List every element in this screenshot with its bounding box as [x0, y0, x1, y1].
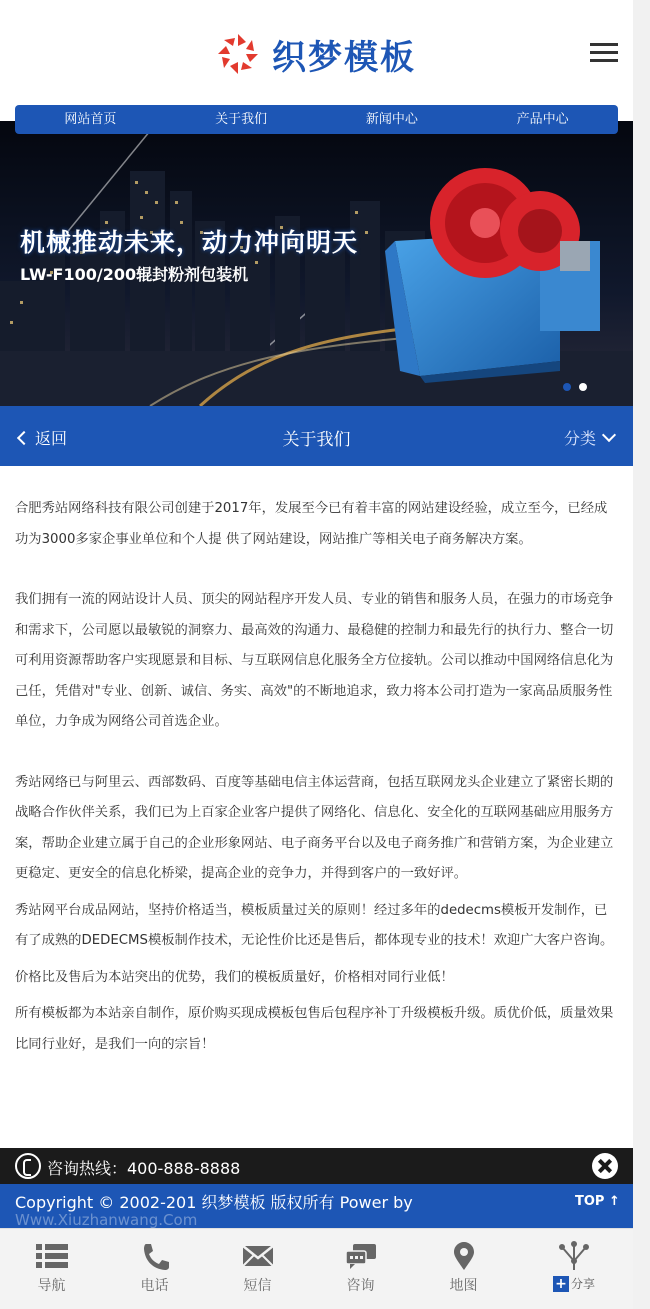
slider-dot-1[interactable] — [563, 383, 571, 391]
paragraph-3: 秀站网络已与阿里云、西部数码、百度等基础电信主体运营商，包括互联网龙头企业建立了紧密长期的战略合作伙伴关系，我们已为上百家企业客户提供了网络化、信息化、安全化的互联网基础应用服务方案，帮助企业建立属于自己的企业形象网站、电子商务平台以及电子商务推广和营销方案，为企业建立更稳定、更安全的信息化桥梁，提高企业的竞争力，并得到客户的一致好评。 — [15, 774, 614, 881]
map-pin-icon — [446, 1241, 482, 1271]
tab-map-label: 地图 — [449, 1278, 478, 1294]
hotline-bar[interactable] — [0, 1148, 633, 1184]
footer — [0, 1184, 633, 1228]
phone-circle-icon — [15, 1153, 41, 1179]
page-title: 关于我们 — [282, 430, 351, 450]
copyright: Copyright © 2002-201 织梦模板 版权所有 Power by — [15, 1193, 413, 1212]
banner-headline: 机械推动未来，动力冲向明天 — [20, 228, 359, 257]
pinwheel-logo-icon — [214, 30, 262, 78]
main-nav — [15, 105, 618, 134]
logo[interactable] — [214, 30, 416, 78]
close-icon[interactable] — [592, 1153, 618, 1179]
tab-phone[interactable] — [103, 1229, 206, 1309]
header — [0, 0, 633, 105]
watermark: Www.Xiuzhanwang.Com — [15, 1211, 198, 1228]
banner-slider[interactable] — [0, 121, 633, 406]
tab-consult-label: 咨询 — [346, 1278, 375, 1294]
tab-share-label: 分享 — [570, 1277, 595, 1291]
nav-item-news[interactable]: 新闻中心 — [365, 112, 418, 127]
paragraph-2: 我们拥有一流的网站设计人员、顶尖的网站程序开发人员、专业的销售和服务人员，在强力的市场竞争和需求下，公司愿以最敏锐的洞察力、最高效的沟通力、最稳健的控制力和最先行的执行力、整合一切可利用资源帮助客户实现愿景和目标、与互联网信息化服务全方位接轨。公司以推动中国网络信息化为己任，凭借对"专业、创新、诚信、务实、高效"的不断地追求，致力将本公司打造为一家高品质服务性单位，力争成为网络公司首选企业。 — [15, 592, 614, 729]
tab-sms[interactable] — [206, 1229, 309, 1309]
hotline-text: 咨询热线：400-888-8888 — [47, 1159, 241, 1178]
page-title-bar — [0, 406, 633, 466]
slider-dot-2-active[interactable] — [579, 383, 587, 391]
chat-icon — [343, 1241, 379, 1271]
phone-icon — [137, 1241, 173, 1271]
slider-dots — [563, 383, 595, 391]
back-label: 返回 — [35, 429, 68, 448]
category-label: 分类 — [564, 429, 597, 448]
list-icon — [34, 1241, 70, 1271]
logo-text: 织梦模板 — [272, 37, 416, 78]
hamburger-menu-icon[interactable] — [590, 43, 618, 65]
back-to-top-button[interactable] — [575, 1194, 620, 1209]
tab-consult[interactable] — [309, 1229, 412, 1309]
share-icon — [556, 1241, 592, 1271]
chevron-down-icon — [602, 427, 616, 441]
tab-phone-label: 电话 — [140, 1278, 169, 1294]
paragraph-5: 价格比及售后为本站突出的优势，我们的模板质量好，价格相对同行业低！ — [15, 969, 454, 985]
scrollbar[interactable] — [633, 0, 650, 1309]
top-label: TOP — [575, 1194, 605, 1209]
nav-item-products[interactable]: 产品中心 — [516, 112, 569, 127]
banner-subtitle: LW-F100/200辊封粉剂包装机 — [20, 265, 249, 284]
paragraph-1: 合肥秀站网络科技有限公司创建于2017年，发展至今已有着丰富的网站建设经验，成立至今，已经成功为3000多家企事业单位和个人提 供了网站建设，网站推广等相关电子商务解决方案。 — [15, 501, 608, 547]
paragraph-4: 秀站网平台成品网站，坚持价格适当，模板质量过关的原则！经过多年的dedecms模板开发制作，已有了成熟的DEDECMS模板制作技术，无论性价比还是售后，都体现专业的技术！欢迎广大客户咨询。 — [15, 902, 614, 948]
arrow-up-icon: ↑ — [608, 1194, 620, 1209]
nav-item-home[interactable]: 网站首页 — [64, 112, 117, 127]
article-content — [15, 494, 620, 1060]
tab-map[interactable] — [412, 1229, 515, 1309]
tab-nav-label: 导航 — [37, 1278, 66, 1294]
tab-nav[interactable] — [0, 1229, 103, 1309]
tab-sms-label: 短信 — [243, 1278, 272, 1294]
bottom-tabbar — [0, 1228, 633, 1309]
plus-icon: + — [553, 1276, 569, 1292]
tab-share[interactable] — [515, 1229, 633, 1309]
paragraph-6: 所有模板都为本站亲自制作，原价购买现成模板包售后包程序补丁升级模板升级。质优价低，质量效果比同行业好，是我们一向的宗旨！ — [15, 1006, 614, 1052]
nav-item-about[interactable]: 关于我们 — [215, 112, 268, 127]
envelope-icon — [240, 1241, 276, 1271]
category-button[interactable] — [564, 426, 614, 449]
